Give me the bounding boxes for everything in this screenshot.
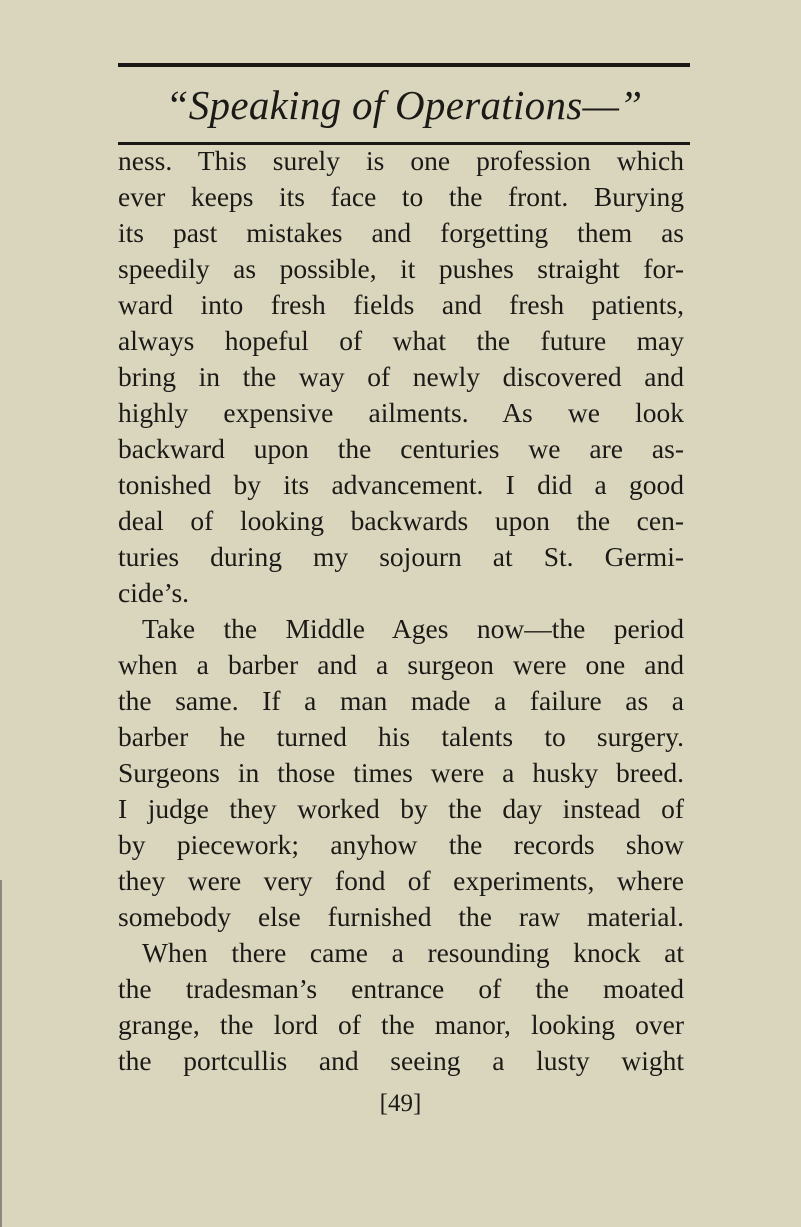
page-number: [49] (379, 1090, 422, 1117)
text-line: highly expensive ailments. As we look (118, 397, 684, 428)
text-line: ness. This surely is one profession which (118, 145, 684, 176)
text-line: when a barber and a surgeon were one and (118, 649, 684, 680)
text-line: ever keeps its face to the front. Burying (118, 181, 684, 212)
text-line: barber he turned his talents to surgery. (118, 721, 684, 752)
text-line: always hopeful of what the future may (118, 325, 684, 356)
text-line: tonished by its advancement. I did a good (118, 469, 684, 500)
body-text (118, 143, 684, 1079)
text-line: the same. If a man made a failure as a (118, 685, 684, 716)
text-line: they were very fond of experiments, where (118, 865, 684, 896)
text-line: the tradesman’s entrance of the moated (118, 973, 684, 1004)
text-line: the portcullis and seeing a lusty wight (118, 1045, 684, 1076)
text-line: by piecework; anyhow the records show (118, 829, 684, 860)
text-line: deal of looking backwards upon the cen- (118, 505, 684, 536)
text-line: speedily as possible, it pushes straight for- (118, 253, 684, 284)
text-line: Take the Middle Ages now—the period (142, 613, 684, 644)
text-line: cide’s. (118, 577, 190, 608)
text-line: bring in the way of newly discovered and (118, 361, 684, 392)
text-line: its past mistakes and forgetting them as (118, 217, 684, 248)
text-line: turies during my sojourn at St. Germi- (118, 541, 684, 572)
text-line: grange, the lord of the manor, looking over (118, 1009, 684, 1040)
text-line: Surgeons in those times were a husky breed. (118, 757, 684, 788)
text-line: When there came a resounding knock at (142, 937, 684, 968)
text-line: I judge they worked by the day instead of (118, 793, 684, 824)
page-edge-shadow (0, 880, 2, 1227)
running-head: “Speaking of Operations—” (165, 82, 643, 128)
text-line: backward upon the centuries we are as- (118, 433, 684, 464)
text-line: ward into fresh fields and fresh patients, (118, 289, 684, 320)
header-rule-top (118, 63, 690, 67)
text-line: somebody else furnished the raw material. (118, 901, 684, 932)
